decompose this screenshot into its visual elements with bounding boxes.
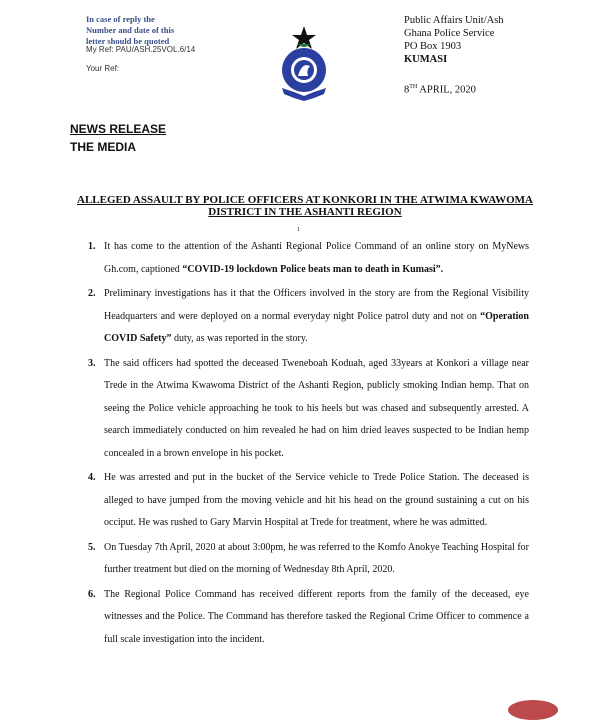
date-rest: APRIL, 2020 [417,84,476,96]
reply-instruction [86,14,174,47]
paragraph-number: 1. [88,241,96,252]
paragraph-text: On Tuesday 7th April, 2020 at about 3:00pm, he was referred to the Komfo Anokye Teaching Hospital for further treatment but died on the morning of Wednesday 8th April, 2020. [104,541,529,575]
address-line: Public Affairs Unit/Ash [404,15,504,26]
paragraph-text: The said officers had spotted the deceased Tweneboah Koduah, aged 33years at Konkori a village near Trede in the Atwima Kwawoma District of the Ashanti Region, publicly smoking Indian hemp. That on seeing the Police vehicle approaching he took to his heels but was chased and subsequently arrested. A search immediately conducted on him revealed he had on him dried leaves suspected to be Indian hemp concealed in a brown envelope in his pocket. [104,357,529,459]
paragraph-number: 6. [88,588,96,600]
paragraph-text: The Regional Police Command has received different reports from the family of the deceased, eye witnesses and the Police. The Command has therefore tasked the Regional Crime Officer to commence a full scale investigation into the incident. [104,588,529,645]
address-city: KUMASI [404,54,448,65]
paragraph-item [88,353,529,466]
my-reference: My Ref: PAU/ASH.25VOL.6/14 [86,45,196,54]
date-suffix: TH [409,84,418,90]
reply-note-line: In case of reply the [86,14,155,24]
paragraph-bold-text: “COVID-19 lockdown Police beats man to death in Kumasi”. [182,263,444,275]
news-release-label: NEWS RELEASE [70,122,167,136]
audience-label: THE MEDIA [70,140,136,154]
paragraph-text: It has come to the attention of the Ashanti Regional Police Command of an online story on MyNews Gh.com, captioned [104,241,529,275]
paragraph-text: He was arrested and put in the bucket of the Service vehicle to Trede Police Station. The deceased is alleged to have jumped from the moving vehicle and hit his head on the ground sustaining a cut on his occiput. He was rushed to Gary Marvin Hospital at Trede for treatment, where he was admitted. [104,472,529,528]
paragraph-number: 2. [88,288,96,299]
paragraph-text: Preliminary investigations has it that the Officers involved in the story are from the Regional Visibility Headquarters and were deployed on a normal everyday night Police patrol duty and not on [104,288,529,322]
paragraph-item [88,236,529,281]
address-line: Ghana Police Service [404,28,495,39]
paragraph-item [88,467,529,535]
title-line: ALLEGED ASSAULT BY POLICE OFFICERS AT KONKORI IN THE ATWIMA KWAWOMA [77,194,533,206]
date-day: 8 [404,84,410,96]
paragraph-number: 5. [88,541,96,553]
paragraph-number: 4. [88,472,96,483]
paragraph-number: 3. [88,357,96,369]
red-stamp-icon [508,700,558,720]
ghana-police-crest-icon [268,26,340,102]
paragraph-text: duty, as was reported in the story. [171,333,308,344]
release-heading [70,120,166,156]
paragraph-list [88,236,529,653]
document-title [70,194,540,218]
your-reference: Your Ref: [86,64,120,73]
paragraph-item [88,584,529,652]
address-line: PO Box 1903 [404,41,462,52]
reply-note-line: Number and date of this [86,25,175,35]
paragraph-item [88,283,529,351]
title-line: DISTRICT IN THE ASHANTI REGION [208,206,402,218]
reply-note-line: letter should be quoted [86,36,170,46]
paragraph-item [88,537,529,582]
page-number: 1 [297,227,300,233]
sender-address [404,14,504,66]
paragraph-bold-text: “Operation COVID Safety” [104,310,529,344]
document-date [404,84,476,96]
